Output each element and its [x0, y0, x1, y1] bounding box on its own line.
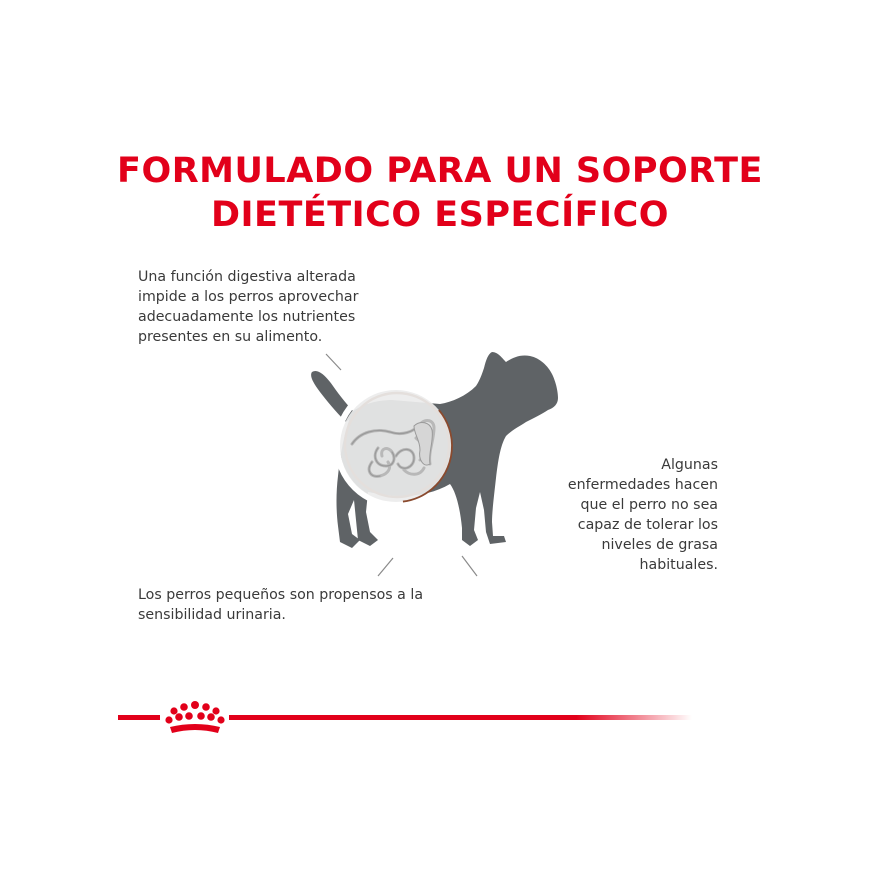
callout-fat-line: niveles de grasa — [601, 537, 718, 553]
callout-digestive-line: Una función digestiva alterada — [138, 269, 356, 285]
callout-fat-line: Algunas — [661, 457, 718, 473]
callout-line-urinary — [138, 558, 393, 576]
callout-fat-line: que el perro no sea — [580, 497, 718, 513]
callout-digestive — [138, 267, 358, 347]
callout-urinary — [138, 585, 423, 625]
callout-digestive-line: impide a los perros aprovechar — [138, 289, 359, 305]
callout-digestive-line: adecuadamente los nutrientes — [138, 309, 356, 325]
callout-fat-line: enfermedades hacen — [567, 477, 718, 493]
callout-fat — [470, 455, 718, 575]
callout-digestive-line: presentes en su alimento. — [138, 329, 323, 345]
callout-fat-line: habituales. — [639, 557, 718, 573]
callout-line-digestive — [138, 354, 341, 370]
page-title-line-2: DIETÉTICO ESPECÍFICO — [210, 195, 670, 235]
royal-crown-logo-icon — [165, 701, 224, 733]
callout-fat-line: capaz de tolerar los — [577, 517, 718, 533]
callout-urinary-line: Los perros pequeños son propensos a la — [138, 587, 424, 603]
page-title-line-1: FORMULADO PARA UN SOPORTE — [117, 151, 763, 191]
callout-urinary-line: sensibilidad urinaria. — [138, 607, 286, 623]
